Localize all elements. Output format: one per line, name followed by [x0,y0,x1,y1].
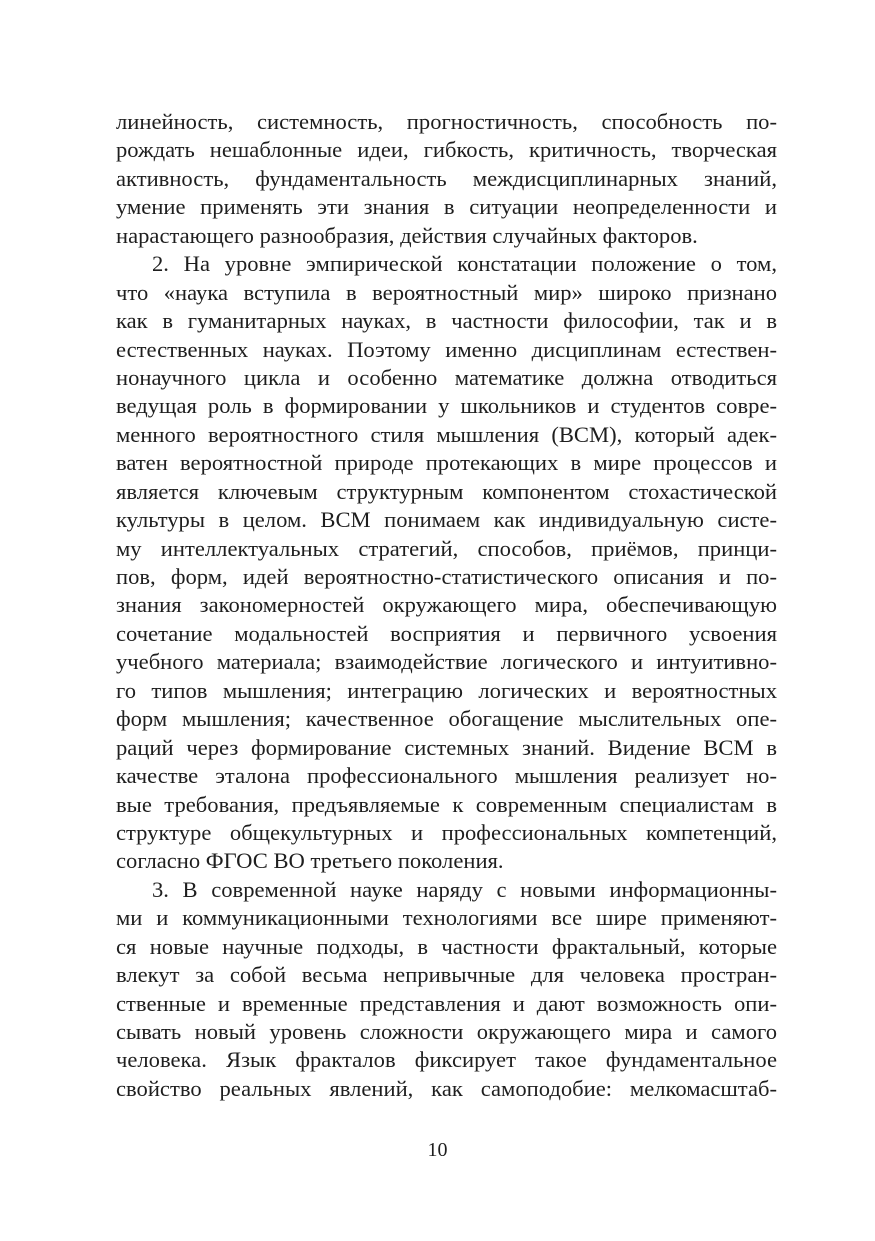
text-line: пов, форм, идей вероятностно-статистического описания и по- [116,564,777,589]
paragraph-1 [116,108,777,250]
text-line: ми и коммуникационными технологиями все шире применяют- [116,905,777,931]
text-line: нонаучного цикла и особенно математике должна отводиться [116,364,777,390]
text-line: человека. Язык фракталов фиксирует такое фундаментальное [116,1047,777,1073]
text-line: ся новые научные подходы, в частности фрактальный, которые [116,933,777,959]
text-line: линейность, системность, прогностичность, способность по- [116,109,777,134]
text-line: структуре общекультурных и профессиональных компетенций, [116,819,777,845]
text-line: активность, фундаментальность междисциплинарных знаний, [116,165,777,191]
text-line: умение применять эти знания в ситуации неопределенности и [116,194,777,220]
text-line: 3. В современной науке наряду с новыми информационны- [152,876,777,902]
text-line: ватен вероятностной природе протекающих в мире процессов и [116,450,777,476]
text-line: менного вероятностного стиля мышления (ВСМ), который адек- [116,421,777,447]
text-line: согласно ФГОС ВО третьего поколения. [116,848,504,874]
text-line: качестве эталона профессионального мышления реализует но- [116,763,777,789]
page-number: 10 [427,1139,448,1161]
text-line: раций через формирование системных знаний. Видение ВСМ в [116,734,777,760]
text-line: сочетание модальностей восприятия и первичного усвоения [116,620,777,646]
text-line: культуры в целом. ВСМ понимаем как индивидуальную систе- [116,507,777,533]
text-line: форм мышления; качественное обогащение мыслительных опе- [116,706,777,732]
text-line: учебного материала; взаимодействие логического и интуитивно- [116,649,777,675]
text-line: свойство реальных явлений, как самоподобие: мелкомасштаб- [116,1075,777,1101]
text-line: ведущая роль в формировании у школьников и студентов совре- [116,393,777,419]
text-line: сывать новый уровень сложности окружающего мира и самого [116,1019,777,1044]
text-line: рождать нешаблонные идеи, гибкость, критичность, творческая [116,137,777,163]
text-line: влекут за собой весьма непривычные для человека простран- [116,962,777,988]
text-line: му интеллектуальных стратегий, способов, приёмов, принци- [116,535,777,561]
text-line: ственные и временные представления и дают возможность опи- [116,990,777,1016]
text-line: нарастающего разнообразия, действия случайных факторов. [116,222,698,248]
text-line: что «наука вступила в вероятностный мир» широко признано [116,279,777,305]
page-text [116,108,777,1103]
paragraph-2 [116,250,777,876]
text-line: знания закономерностей окружающего мира, обеспечивающую [116,592,777,618]
text-line: естественных науках. Поэтому именно дисциплинам естествен- [116,336,777,362]
text-line: 2. На уровне эмпирической констатации положение о том, [152,251,777,277]
paragraph-3 [116,876,777,1104]
text-line: го типов мышления; интеграцию логических и вероятностных [116,677,777,703]
text-line: вые требования, предъявляемые к современным специалистам в [116,791,777,817]
text-line: является ключевым структурным компонентом стохастической [116,478,777,504]
text-line: как в гуманитарных науках, в частности философии, так и в [116,308,777,334]
